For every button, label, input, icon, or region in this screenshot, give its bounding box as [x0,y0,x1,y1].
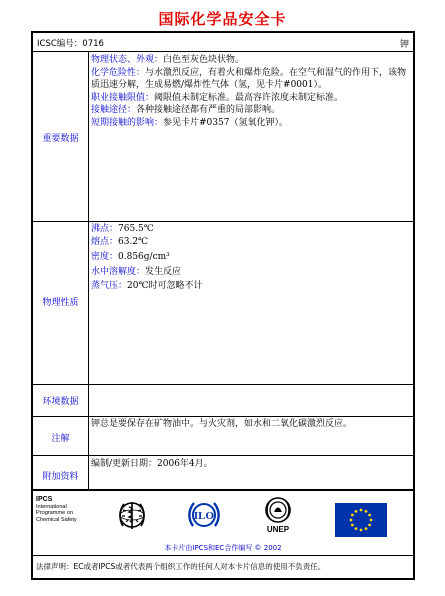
item-key: 职业接触限值： [91,92,155,103]
eu-star-icon [351,514,354,517]
eu-star-icon [368,524,371,527]
important-item [91,117,413,130]
additional-text: 编制/更新日期：2006年4月。 [91,459,213,469]
physical-item [91,251,413,264]
divider [33,455,413,456]
eu-star-icon [370,519,373,522]
column-divider [88,51,89,489]
ipcs-title: IPCS [36,496,53,503]
who-emblem-icon [111,496,153,534]
item-text: 各种接触途径都有严重的局部影响。 [136,105,281,115]
unep-text: UNEP [266,525,290,534]
item-text: 765.5℃ [118,224,154,234]
section-label-additional: 附加资料 [42,472,79,482]
card-title: 国际化学品安全卡 [158,10,287,28]
item-text: 参见卡片#0357（氢氧化钾）。 [163,117,288,128]
physical-item [91,280,413,293]
eu-star-icon [360,529,363,532]
legal-text: EC或者IPCS或者代表两个组织工作的任何人对本卡片信息的使用不负责任。 [73,562,326,571]
unep-emblem-icon [257,495,299,535]
item-text: 20℃时可忽略不计 [127,281,203,291]
eu-star-icon [365,527,368,530]
important-item [91,67,413,92]
item-key: 密度： [91,252,119,262]
eu-star-icon [368,514,371,517]
item-key: 化学危险性： [91,67,146,78]
section-label-important: 重要数据 [42,134,79,144]
physical-item [91,236,413,249]
card-credit: 本卡片由IPCS和EC合作编写 © 2002 [164,544,282,552]
item-key: 短期接触的影响： [91,117,164,128]
item-text: 0.856g/cm³ [118,252,170,262]
physical-properties [91,223,413,293]
physical-item [91,223,413,236]
ipcs-line: Programme on [36,510,73,517]
ilo-emblem-icon [183,496,225,534]
eu-star-icon [351,524,354,527]
item-text: 阈限值未制定标准。最高容许浓度未制定标准。 [154,92,344,103]
icsc-label: ICSC编号： [37,39,83,49]
ipcs-line: Chemical Safety [36,516,77,523]
important-item [91,104,413,117]
eu-star-icon [355,510,358,513]
divider [33,384,413,385]
ipcs-line: International [36,504,67,510]
divider [33,51,413,52]
icsc-value: 0716 [82,39,104,49]
divider [33,489,413,491]
important-item [91,92,413,105]
divider [33,555,413,556]
legal-key: 法律声明： [36,562,74,571]
item-key: 蒸气压： [91,281,128,291]
legal-notice [36,561,325,572]
svg-text:ILO: ILO [193,510,215,522]
item-key: 水中溶解度： [91,266,146,277]
divider [33,416,413,417]
important-data [91,54,413,129]
section-label-notes: 注解 [51,434,70,444]
substance-name: 钾 [399,40,409,50]
eu-star-icon [365,510,368,513]
item-key: 物理状态、外观： [91,55,164,65]
divider [33,221,413,222]
section-label-environment: 环境数据 [42,397,79,407]
item-text: 与水激烈反应，有着火和爆炸危险。在空气和湿气的作用下，该物质迅速分解，生成易燃/爆炸性气体（氢，见卡片#0001）。 [91,67,407,90]
icsc-number [37,37,104,49]
section-label-physical: 物理性质 [42,298,79,308]
physical-item [91,266,413,279]
item-key: 沸点： [91,224,119,234]
item-text: 白色至灰色块状物。 [163,55,245,65]
item-key: 接触途径： [91,105,137,115]
safety-card [31,31,415,580]
item-key: 熔点： [91,236,119,247]
eu-star-icon [350,519,353,522]
eu-star-icon [360,509,363,512]
item-text: 发生反应 [145,266,182,277]
important-item [91,54,413,67]
item-text: 63.2℃ [118,236,149,247]
ipcs-logo [36,495,92,523]
notes-text: 钾总是要保存在矿物油中。与火灾剂，如水和二氧化碳激烈反应。 [91,419,353,429]
eu-star-icon [355,527,358,530]
eu-flag-icon [335,503,387,537]
